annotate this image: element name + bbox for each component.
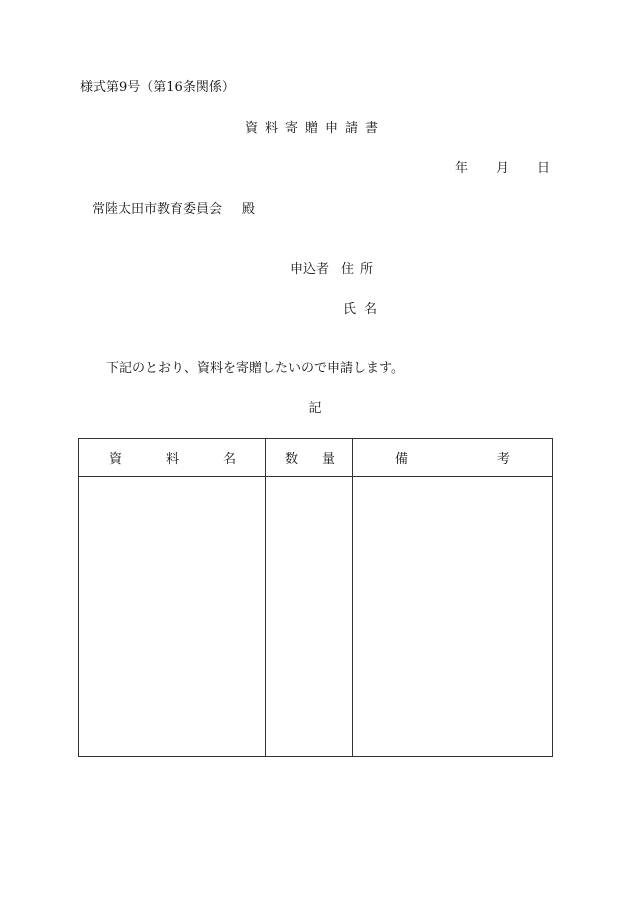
date-year: 年 bbox=[455, 161, 469, 176]
form-number: 様式第9号（第16条関係） bbox=[80, 80, 235, 95]
ki-heading: 記 bbox=[308, 401, 322, 416]
cell-remarks[interactable] bbox=[353, 477, 553, 757]
table-row bbox=[79, 477, 553, 757]
date-day: 日 bbox=[537, 161, 551, 176]
cell-item-name[interactable] bbox=[79, 477, 266, 757]
applicant-address-line bbox=[290, 262, 379, 278]
addressee-honorific: 殿 bbox=[242, 202, 256, 217]
header-item-name: 資 料 名 bbox=[79, 439, 266, 477]
applicant-address-label: 住所 bbox=[341, 262, 380, 277]
item-table bbox=[78, 438, 553, 757]
body-text: 下記のとおり、資料を寄贈したいので申請します。 bbox=[106, 361, 404, 376]
date-line bbox=[455, 161, 550, 177]
applicant-label: 申込者 bbox=[290, 262, 330, 277]
addressee bbox=[92, 202, 255, 218]
date-month: 月 bbox=[496, 161, 510, 176]
header-quantity: 数 量 bbox=[266, 439, 353, 477]
table-header-row bbox=[79, 439, 553, 477]
header-remarks: 備 考 bbox=[353, 439, 553, 477]
document-title: 資料寄贈申請書 bbox=[244, 121, 385, 136]
addressee-name: 常陸太田市教育委員会 bbox=[92, 202, 223, 217]
cell-quantity[interactable] bbox=[266, 477, 353, 757]
applicant-name-label: 氏名 bbox=[343, 302, 386, 317]
